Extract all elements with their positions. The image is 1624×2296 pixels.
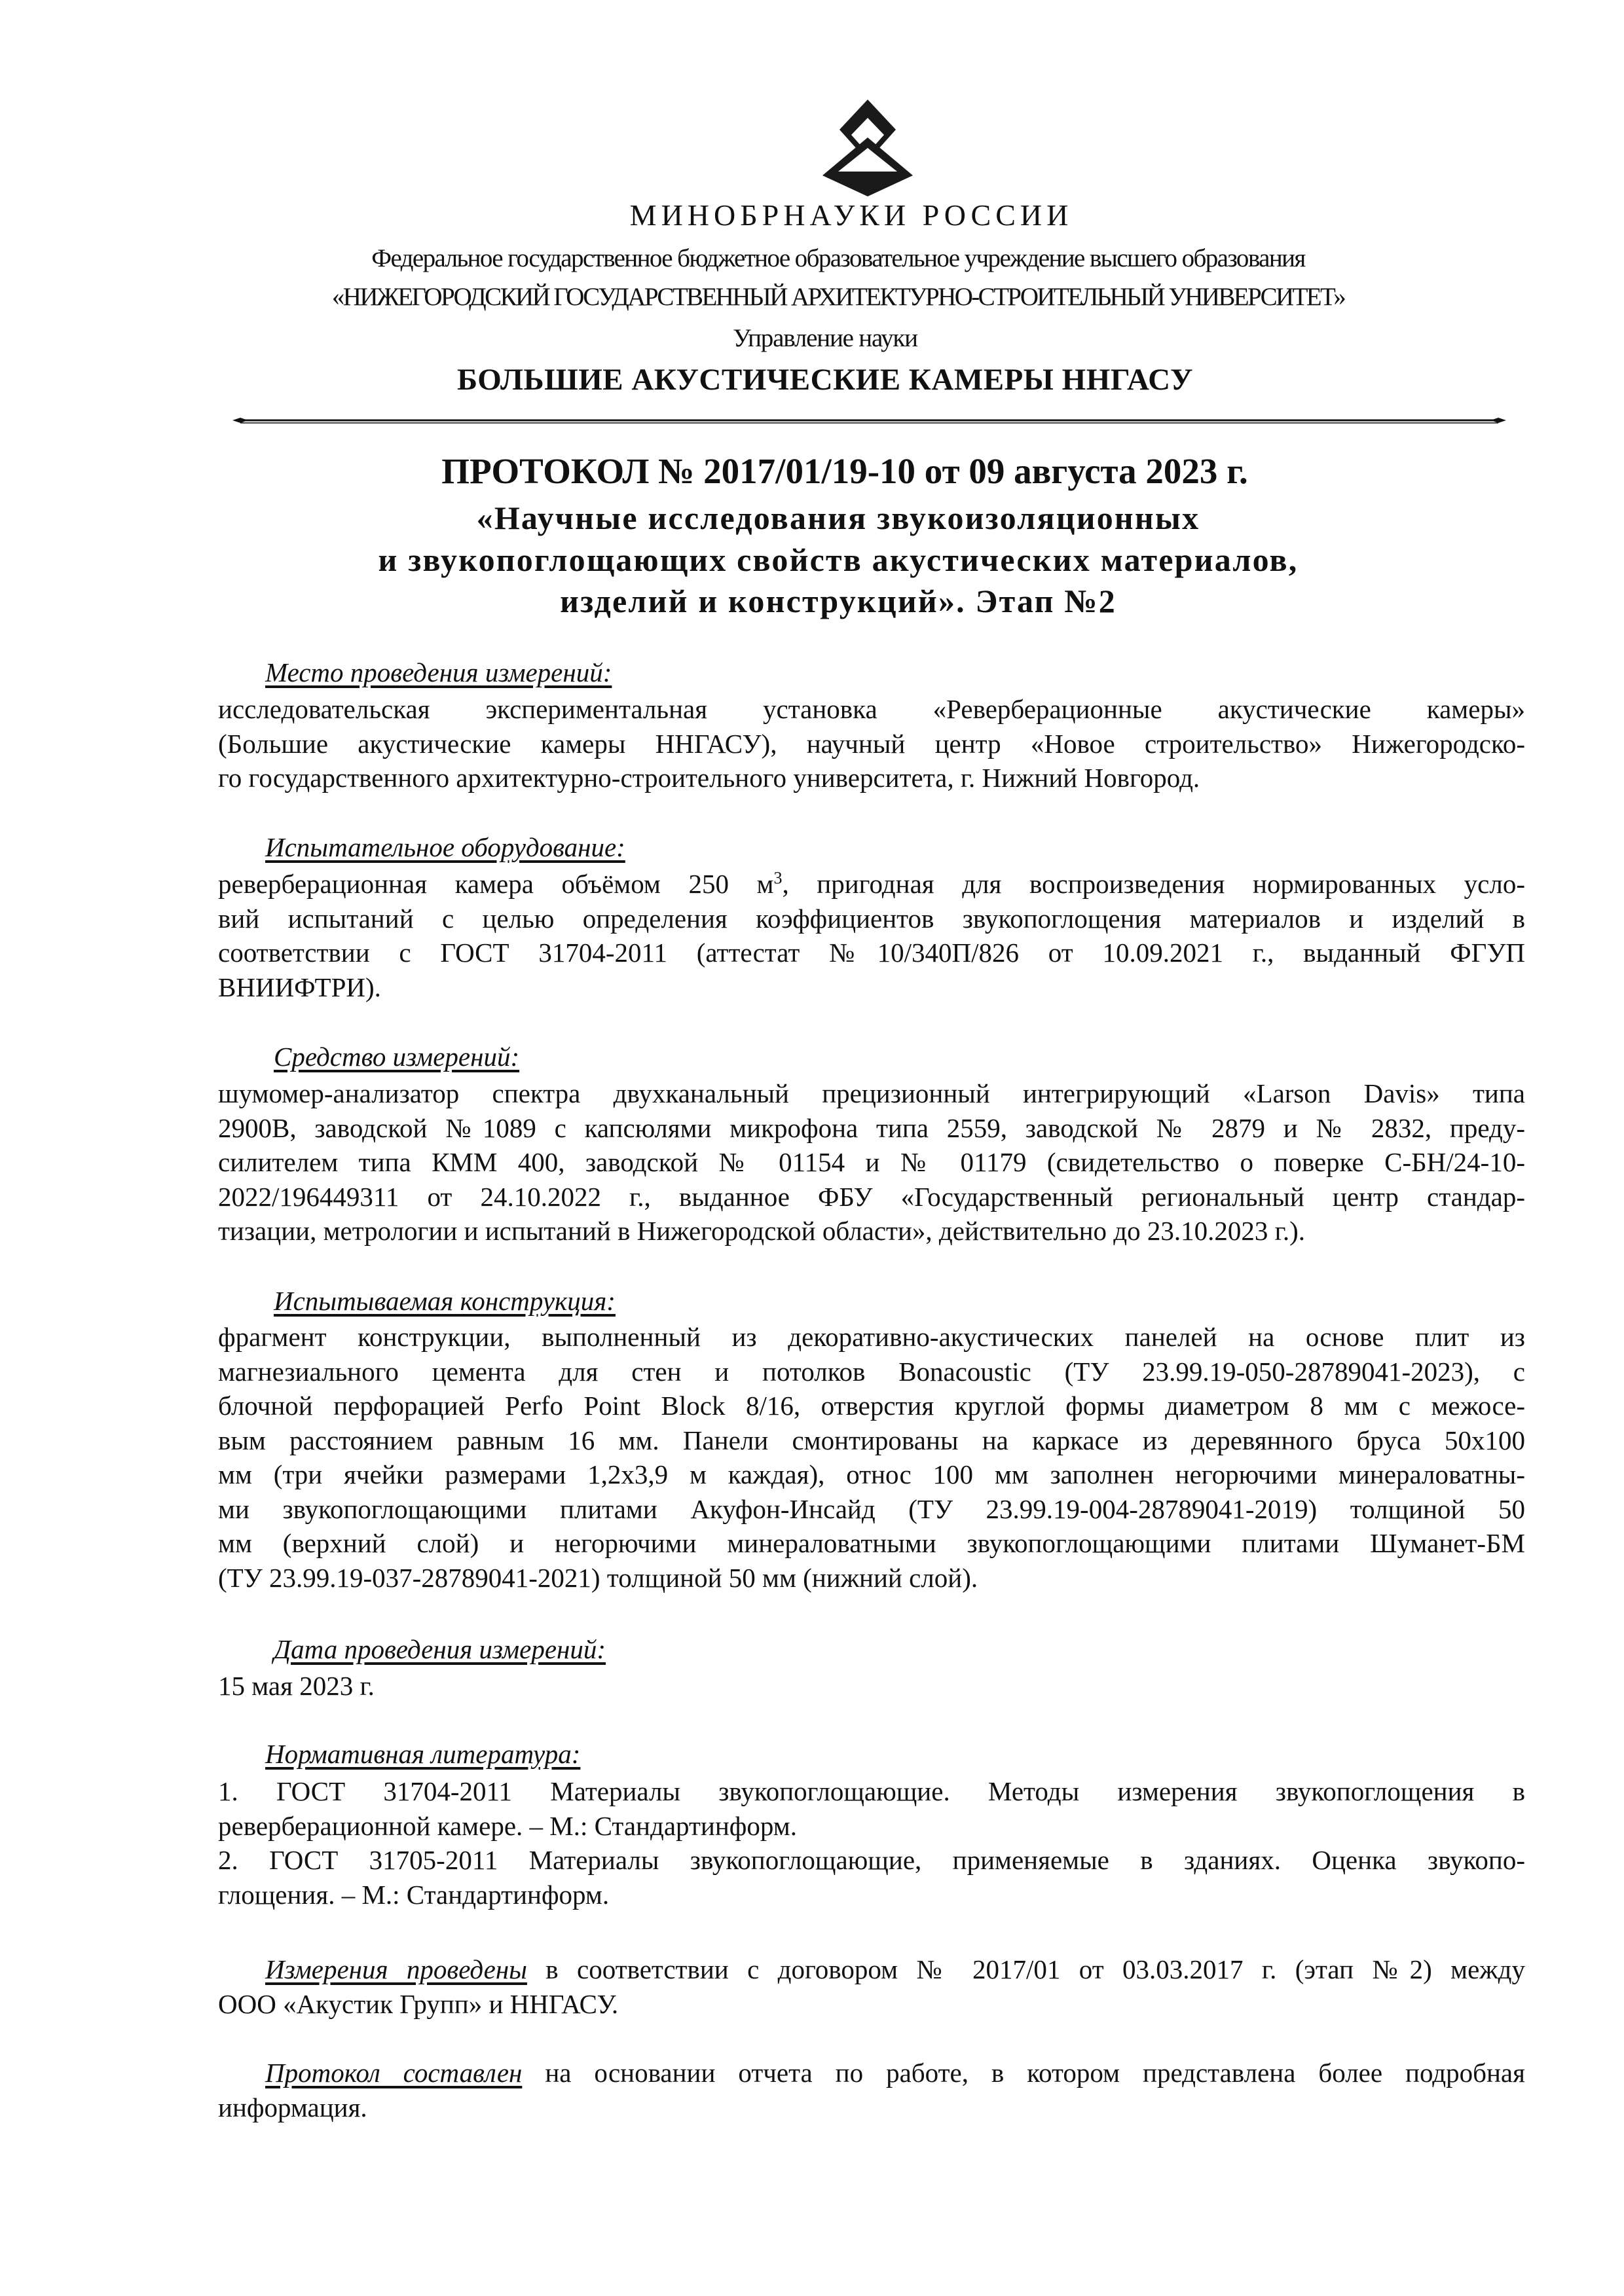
text-line: магнезиального цемента для стен и потолков Bonacoustic (ТУ 23.99.19-050-28789041-2023), с: [218, 1356, 1525, 1387]
equipment-label: Испытательное оборудование:: [265, 832, 625, 862]
date-text: [218, 1669, 1525, 1704]
location-text: [218, 692, 1525, 795]
text-line: соответствии с ГОСТ 31704-2011 (аттестат №10/340П/826 от 10.09.2021 г., выданный ФГУП: [218, 938, 1525, 968]
text-line: 2022/196449311 от 24.10.2022 г., выданное ФБУ «Государственный региональный центр стандар-: [218, 1181, 1525, 1212]
equipment-volume-text: реверберационная камера объёмом 250 м: [218, 869, 774, 899]
ministry-name: МИНОБРНАУКИ РОССИИ: [629, 198, 1073, 232]
text-line: [218, 1952, 1525, 1987]
instrument-label: Средство измерений:: [274, 1042, 520, 1072]
text-line: ВНИИФТРИ).: [218, 972, 381, 1002]
report-label: Протокол составлен: [265, 2058, 523, 2088]
list-item: 1. ГОСТ 31704-2011 Материалы звукопоглощающие. Методы измерения звукопоглощения в: [218, 1776, 1525, 1806]
construction-text: [218, 1320, 1525, 1595]
list-item: глощения. – М.: Стандартинформ.: [218, 1879, 610, 1910]
text-line: вым расстоянием равным 16 мм. Панели смонтированы на каркасе из деревянного бруса 50х100: [218, 1425, 1525, 1455]
text-line: [218, 2056, 1525, 2090]
text-line: [218, 867, 1525, 902]
header-divider: [232, 414, 1506, 427]
report-details: на основании отчета по работе, в котором представлена более подробная: [522, 2058, 1525, 2088]
contract-label: Измерения проведены: [265, 1954, 527, 1984]
text-line: ми звукопоглощающими плитами Акуфон-Инсайд (ТУ 23.99.19-004-28789041-2019) толщиной 50: [218, 1493, 1525, 1524]
text-line: фрагмент конструкции, выполненный из декоративно-акустических панелей на основе плит из: [218, 1322, 1525, 1352]
subject-line-3: изделий и конструкций». Этап №2: [560, 583, 1116, 619]
equipment-volume-rest: , пригодная для воспроизведения нормированных усло-: [782, 869, 1525, 899]
text-line: информация.: [218, 2092, 367, 2123]
location-label: Место проведения измерений:: [265, 657, 612, 687]
text-line: ООО «Акустик Групп» и ННГАСУ.: [218, 1988, 619, 2019]
list-item: реверберационной камере. – М.: Стандартинформ.: [218, 1810, 797, 1841]
subject-line-2: и звукопоглощающих свойств акустических материалов,: [378, 541, 1299, 578]
literature-list: [218, 1774, 1525, 1912]
contract-text: [218, 1952, 1525, 2021]
protocol-number: ПРОТОКОЛ № 2017/01/19-10 от 09 августа 2023 г.: [441, 451, 1248, 491]
list-item: 2. ГОСТ 31705-2011 Материалы звукопоглощающие, применяемые в зданиях. Оценка звукопо-: [218, 1845, 1525, 1875]
department-name: Управление науки: [733, 324, 917, 352]
construction-label: Испытываемая конструкция:: [274, 1286, 616, 1316]
date-label: Дата проведения измерений:: [274, 1634, 606, 1664]
text-line: блочной перфорацией Perfo Point Block 8/16, отверстия круглой формы диаметром 8 мм с межосе-: [218, 1391, 1525, 1421]
text-line: го государственного архитектурно-строительного университета, г. Нижний Новгород.: [218, 763, 1200, 793]
text-line: вий испытаний с целью определения коэффициентов звукопоглощения материалов и изделий в: [218, 903, 1525, 934]
text-line: силителем типа КММ 400, заводской № 01154 и № 01179 (свидетельство о поверке С-БН/24-10-: [218, 1147, 1525, 1177]
cubic-superscript: 3: [773, 868, 783, 888]
contract-details: в соответствии с договором № 2017/01 от 03.03.2017 г. (этап №2) между: [526, 1954, 1525, 1984]
university-name: «НИЖЕГОРОДСКИЙ ГОСУДАРСТВЕННЫЙ АРХИТЕКТУРНО-СТРОИТЕЛЬНЫЙ УНИВЕРСИТЕТ»: [331, 283, 1345, 311]
text-line: (ТУ 23.99.19-037-28789041-2021) толщиной 50 мм (нижний слой).: [218, 1562, 978, 1593]
instrument-text: [218, 1076, 1525, 1248]
text-line: мм (верхний слой) и негорючими минераловатными звукопоглощающими плитами Шуманет-БМ: [218, 1528, 1525, 1558]
measurement-date: 15 мая 2023 г.: [218, 1671, 375, 1701]
text-line: мм (три ячейки размерами 1,2х3,9 м каждая), относ 100 мм заполнен негорючими минераловатны-: [218, 1459, 1525, 1489]
equipment-text: [218, 867, 1525, 1004]
text-line: шумомер-анализатор спектра двухканальный прецизионный интегрирующий «Larson Davis» типа: [218, 1078, 1525, 1108]
text-line: (Большие акустические камеры ННГАСУ), научный центр «Новое строительство» Нижегородско-: [218, 728, 1525, 759]
facility-name: БОЛЬШИЕ АКУСТИЧЕСКИЕ КАМЕРЫ ННГАСУ: [457, 363, 1193, 397]
text-line: тизации, метрологии и испытаний в Нижегородской области», действительно до 23.10.2023 г.).: [218, 1216, 1305, 1246]
institution-type: Федеральное государственное бюджетное образовательное учреждение высшего образования: [371, 244, 1305, 272]
text-line: 2900В, заводской №1089 с капсюлями микрофона типа 2559, заводской № 2879 и № 2832, преду-: [218, 1112, 1525, 1143]
literature-label: Нормативная литература:: [265, 1739, 581, 1769]
report-text: [218, 2056, 1525, 2124]
text-line: исследовательская экспериментальная установка «Реверберационные акустические камеры»: [218, 694, 1525, 724]
subject-line-1: «Научные исследования звукоизоляционных: [476, 500, 1200, 536]
